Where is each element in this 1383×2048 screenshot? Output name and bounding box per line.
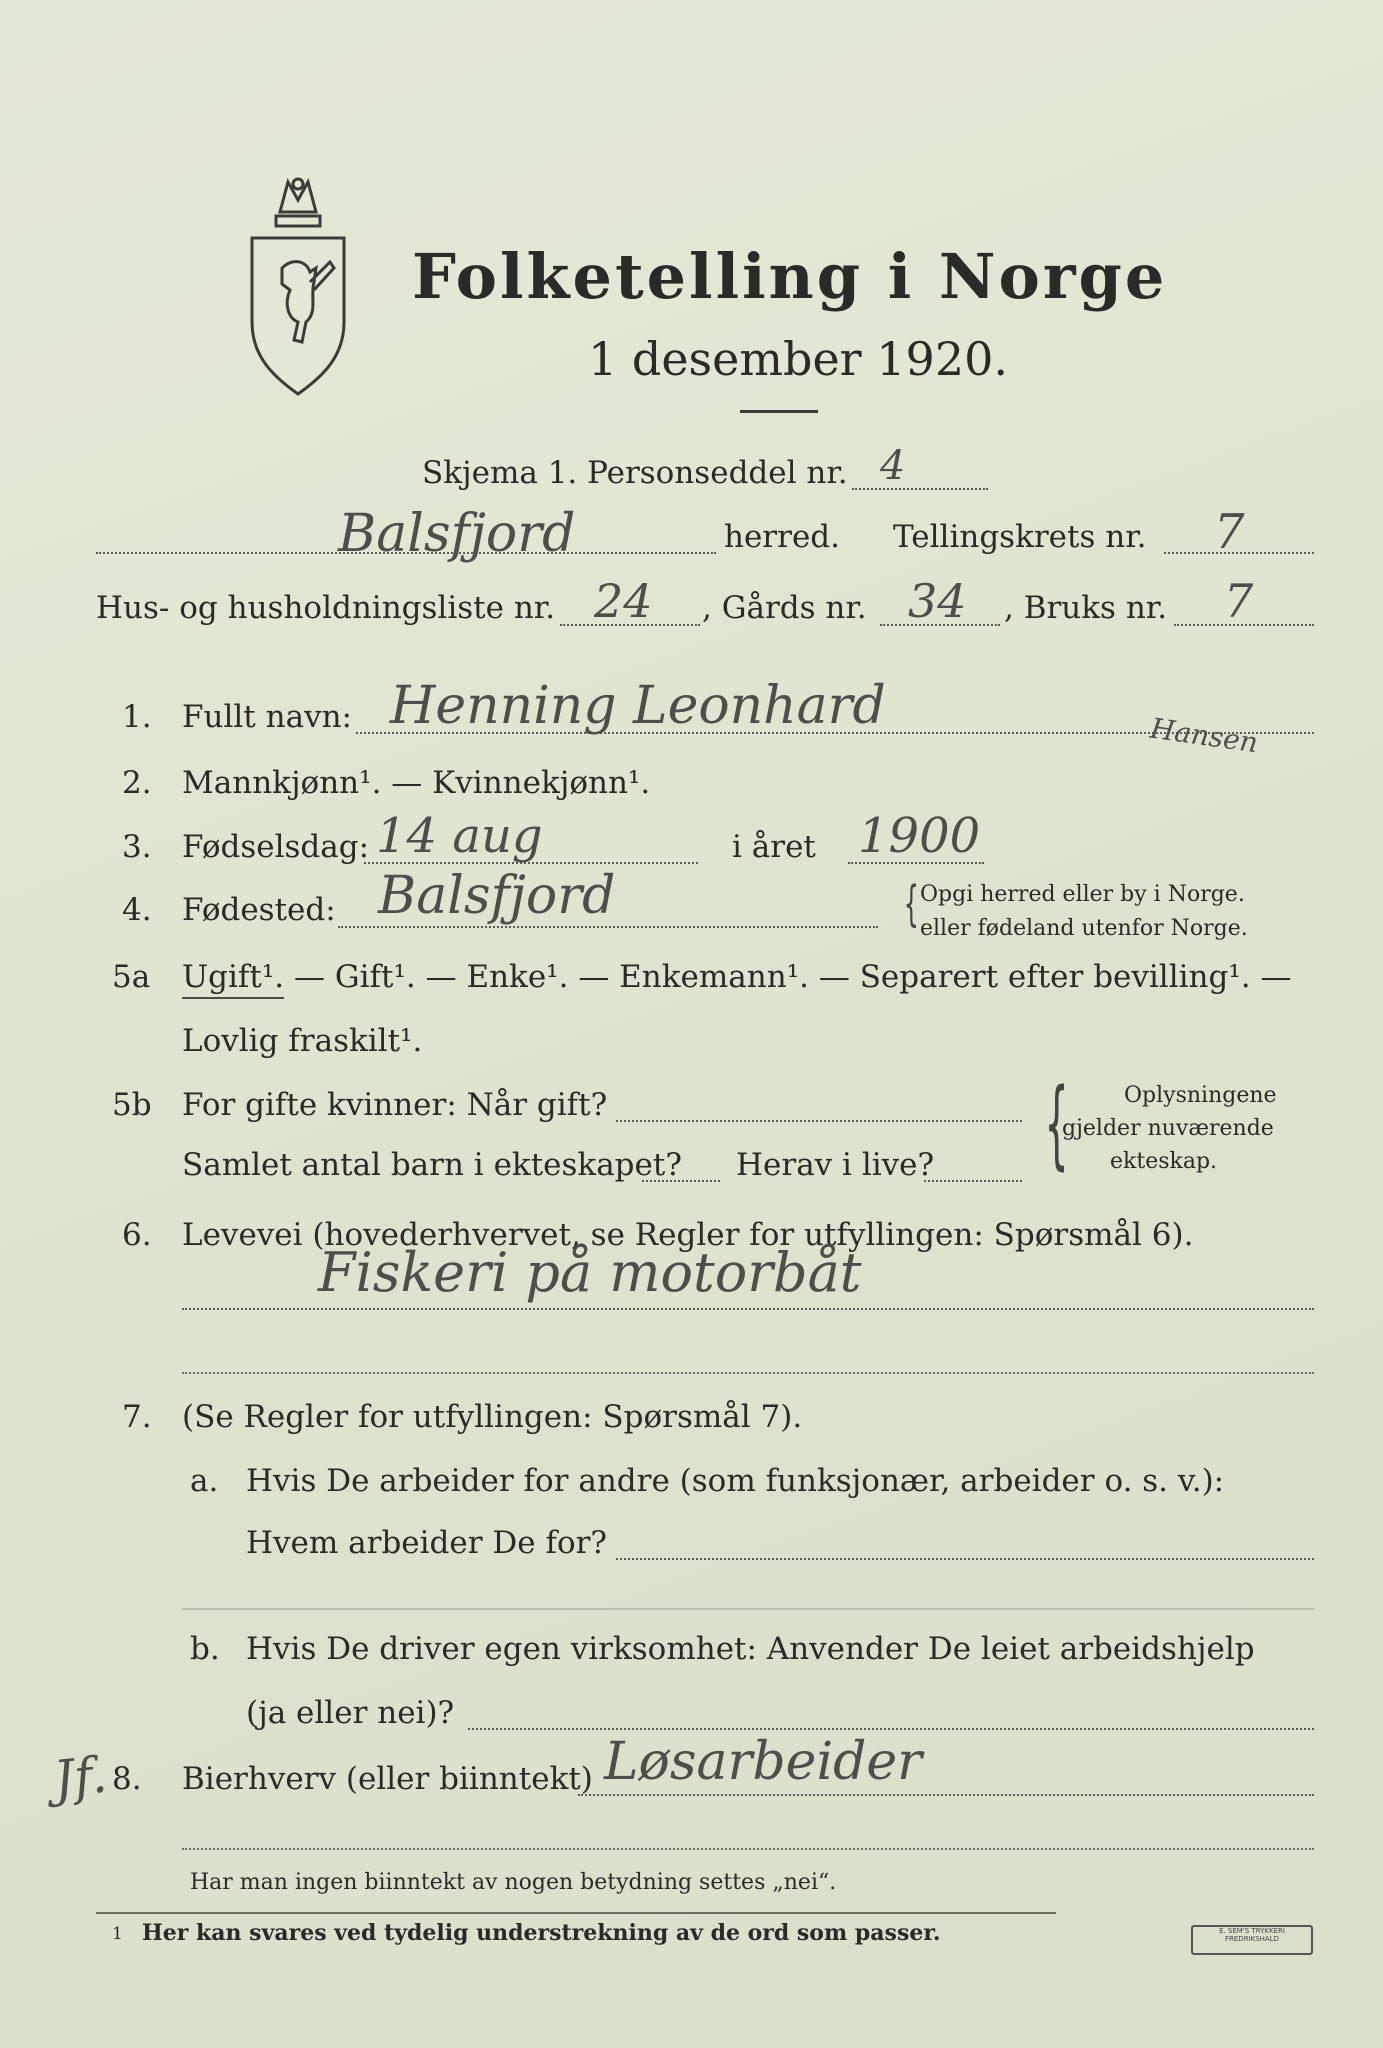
q5b-note-1: Oplysningene — [1124, 1083, 1277, 1108]
q4-note-1: Opgi herred eller by i Norge. — [920, 882, 1245, 907]
skjema-value[interactable]: 4 — [880, 443, 906, 489]
q4-brace: { — [903, 876, 919, 932]
q1-number: 1. — [122, 699, 152, 735]
q7a-employer-label: Hvem arbeider De for? — [246, 1525, 608, 1561]
q4-label: Fødested: — [182, 892, 336, 928]
q5b-note-3: ekteskap. — [1110, 1149, 1218, 1174]
q5b-alive-line — [924, 1180, 1022, 1182]
husliste-value[interactable]: 24 — [594, 574, 653, 628]
birthplace-value[interactable]: Balsfjord — [378, 866, 616, 926]
q7b-help-label: (ja eller nei)? — [246, 1695, 455, 1731]
q7-number: 7. — [122, 1399, 152, 1435]
husliste-label: Hus- og husholdningsliste nr. — [96, 590, 556, 626]
census-date: 1 desember 1920. — [588, 332, 1008, 386]
q3-year-label: i året — [732, 829, 816, 865]
q5a-line2: Lovlig fraskilt¹. — [182, 1023, 423, 1059]
q5b-children-label: Samlet antal barn i ekteskapet? — [182, 1147, 682, 1183]
herred-value[interactable]: Balsfjord — [338, 504, 576, 564]
side-income-value[interactable]: Løsarbeider — [604, 1732, 922, 1792]
full-name-value[interactable]: Henning Leonhard — [390, 676, 886, 736]
q3-number: 3. — [122, 829, 152, 865]
title-divider — [740, 410, 818, 413]
q5b-children-line — [642, 1180, 720, 1182]
form-title: Folketelling i Norge — [412, 240, 1168, 313]
q5b-note-2: gjelder nuværende — [1062, 1116, 1274, 1141]
q8-line-2 — [182, 1848, 1314, 1850]
q5b-married-line — [616, 1120, 1022, 1122]
q3-label: Fødselsdag: — [182, 829, 370, 865]
birth-year-value[interactable]: 1900 — [858, 808, 981, 864]
q1-label: Fullt navn: — [182, 699, 352, 735]
margin-mark: Jf. — [51, 1745, 110, 1809]
footnote-divider — [96, 1912, 1056, 1914]
bruks-value[interactable]: 7 — [1224, 574, 1254, 628]
q8-number: 8. — [112, 1761, 142, 1797]
occupation-value[interactable]: Fiskeri på motorbåt — [318, 1241, 862, 1304]
q5b-number: 5b — [112, 1087, 152, 1123]
full-name-surname[interactable]: Hansen — [1148, 711, 1260, 760]
q2-number: 2. — [122, 765, 152, 801]
q7a-employer-line — [616, 1558, 1314, 1560]
q5b-brace: { — [1044, 1068, 1069, 1180]
q7a-label: Hvis De arbeider for andre (som funksjonær, arbeider o. s. v.): — [246, 1463, 1225, 1499]
gards-value[interactable]: 34 — [908, 574, 967, 628]
q7b-number: b. — [190, 1631, 220, 1667]
q5b-alive-label: Herav i live? — [736, 1147, 935, 1183]
q6-line-1 — [182, 1308, 1314, 1310]
q4-number: 4. — [122, 892, 152, 928]
printer-stamp: E. SEM'S TRYKKERI FREDRIKSHALD — [1191, 1925, 1313, 1955]
q5a-options: — Gift¹. — Enke¹. — Enkemann¹. — Separert efter bevilling¹. — — [294, 959, 1292, 995]
q7a-number: a. — [190, 1463, 219, 1499]
skjema-line — [852, 488, 988, 490]
q6-line-2 — [182, 1372, 1314, 1374]
q7-label: (Se Regler for utfyllingen: Spørsmål 7). — [182, 1399, 803, 1435]
q2-label: Mannkjønn¹. — Kvinnekjønn¹. — [182, 765, 651, 801]
q6-label: Levevei (hovederhvervet, se Regler for utfyllingen: Spørsmål 6). — [182, 1217, 1194, 1253]
nei-note: Har man ingen biinntekt av nogen betydning settes „nei“. — [190, 1870, 837, 1895]
footnote-text: Her kan svares ved tydelig understrekning av de ord som passer. — [142, 1920, 941, 1946]
tellingskrets-value[interactable]: 7 — [1214, 504, 1245, 560]
q7a-extra-line — [182, 1608, 1314, 1610]
herred-label: herred. — [724, 519, 840, 555]
q4-line — [338, 926, 878, 928]
q6-number: 6. — [122, 1217, 152, 1253]
gards-label: , Gårds nr. — [702, 590, 867, 626]
q8-label: Bierhverv (eller biinntekt) — [182, 1761, 593, 1797]
q7b-label: Hvis De driver egen virksomhet: Anvender De leiet arbeidshjelp — [246, 1631, 1255, 1667]
q5a-number: 5a — [112, 959, 151, 995]
footnote-mark: 1 — [112, 1924, 123, 1944]
q8-line-1 — [578, 1794, 1314, 1796]
norwegian-coat-of-arms-icon — [244, 172, 352, 402]
tellingskrets-label: Tellingskrets nr. — [893, 519, 1147, 555]
skjema-label: Skjema 1. Personseddel nr. — [422, 455, 848, 491]
q4-note-2: eller fødeland utenfor Norge. — [920, 916, 1248, 941]
ugift-underlined[interactable]: Ugift¹. — [182, 959, 284, 999]
q5b-label: For gifte kvinner: Når gift? — [182, 1087, 608, 1123]
q7b-help-line — [468, 1728, 1314, 1730]
q5a-ugift — [182, 959, 285, 995]
bruks-label: , Bruks nr. — [1004, 590, 1168, 626]
birth-date-value[interactable]: 14 aug — [376, 808, 543, 864]
